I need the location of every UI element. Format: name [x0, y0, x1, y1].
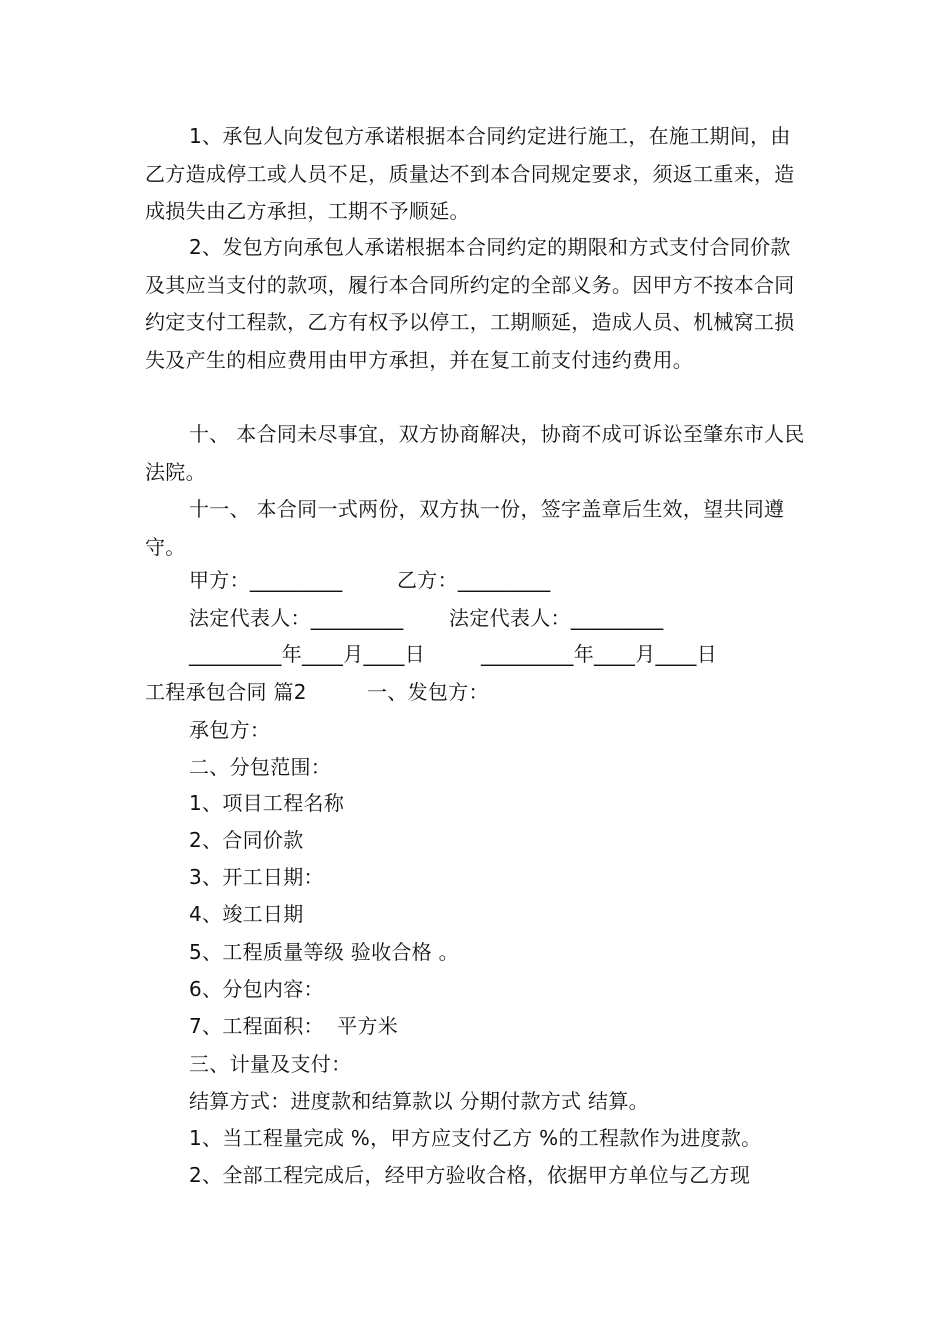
party-b-signature: 乙方：_________	[397, 568, 551, 592]
list-item: 6、分包内容：	[189, 977, 324, 1001]
clause-paragraph-1: 1、承包人向发包方承诺根据本合同约定进行施工，在施工期间，由乙方造成停工或人员不足，质量达不到本合同规定要求，须返工重来，造成损失由乙方承担，工期不予顺延。	[145, 124, 795, 223]
party-b-date: _________年____月____日	[481, 642, 717, 666]
list-item: 4、竣工日期	[189, 902, 304, 926]
payment-title: 三、计量及支付：	[189, 1052, 352, 1076]
list-item: 1、项目工程名称	[189, 791, 345, 815]
list-item: 5、工程质量等级 验收合格 。	[189, 940, 459, 964]
list-item: 2、合同价款	[189, 828, 304, 852]
clause-paragraph-10: 十、 本合同未尽事宜，双方协商解决，协商不成可诉讼至肇东市人民法院。	[145, 422, 805, 484]
list-item: 3、开工日期：	[189, 865, 324, 889]
scope-title: 二、分包范围：	[189, 755, 332, 779]
payment-item-2: 2、全部工程完成后，经甲方验收合格，依据甲方单位与乙方现	[189, 1163, 751, 1187]
payment-item-1: 1、当工程量完成 %，甲方应支付乙方 %的工程款作为进度款。	[189, 1126, 762, 1150]
section-heading: 工程承包合同 篇2	[145, 680, 307, 704]
list-item: 7、工程面积： 平方米	[189, 1014, 399, 1038]
contractor-label: 承包方：	[189, 718, 271, 742]
employer-label: 一、发包方：	[367, 680, 489, 704]
clause-paragraph-2: 2、发包方向承包人承诺根据本合同约定的期限和方式支付合同价款及其应当支付的款项，履行本合同所约定的全部义务。因甲方不按本合同约定支付工程款，乙方有权予以停工，工期顺延，造成人员、机械窝工损失及产生的相应费用由甲方承担，并在复工前支付违约费用。	[145, 235, 795, 372]
party-b-legal-rep: 法定代表人：_________	[449, 606, 664, 630]
party-a-date: _________年____月____日	[189, 642, 425, 666]
party-a-signature: 甲方：_________	[189, 568, 343, 592]
clause-paragraph-11: 十一、 本合同一式两份，双方执一份，签字盖章后生效，望共同遵守。	[145, 497, 785, 559]
party-a-legal-rep: 法定代表人：_________	[189, 606, 404, 630]
settlement-method: 结算方式：进度款和结算款以 分期付款方式 结算。	[189, 1089, 649, 1113]
